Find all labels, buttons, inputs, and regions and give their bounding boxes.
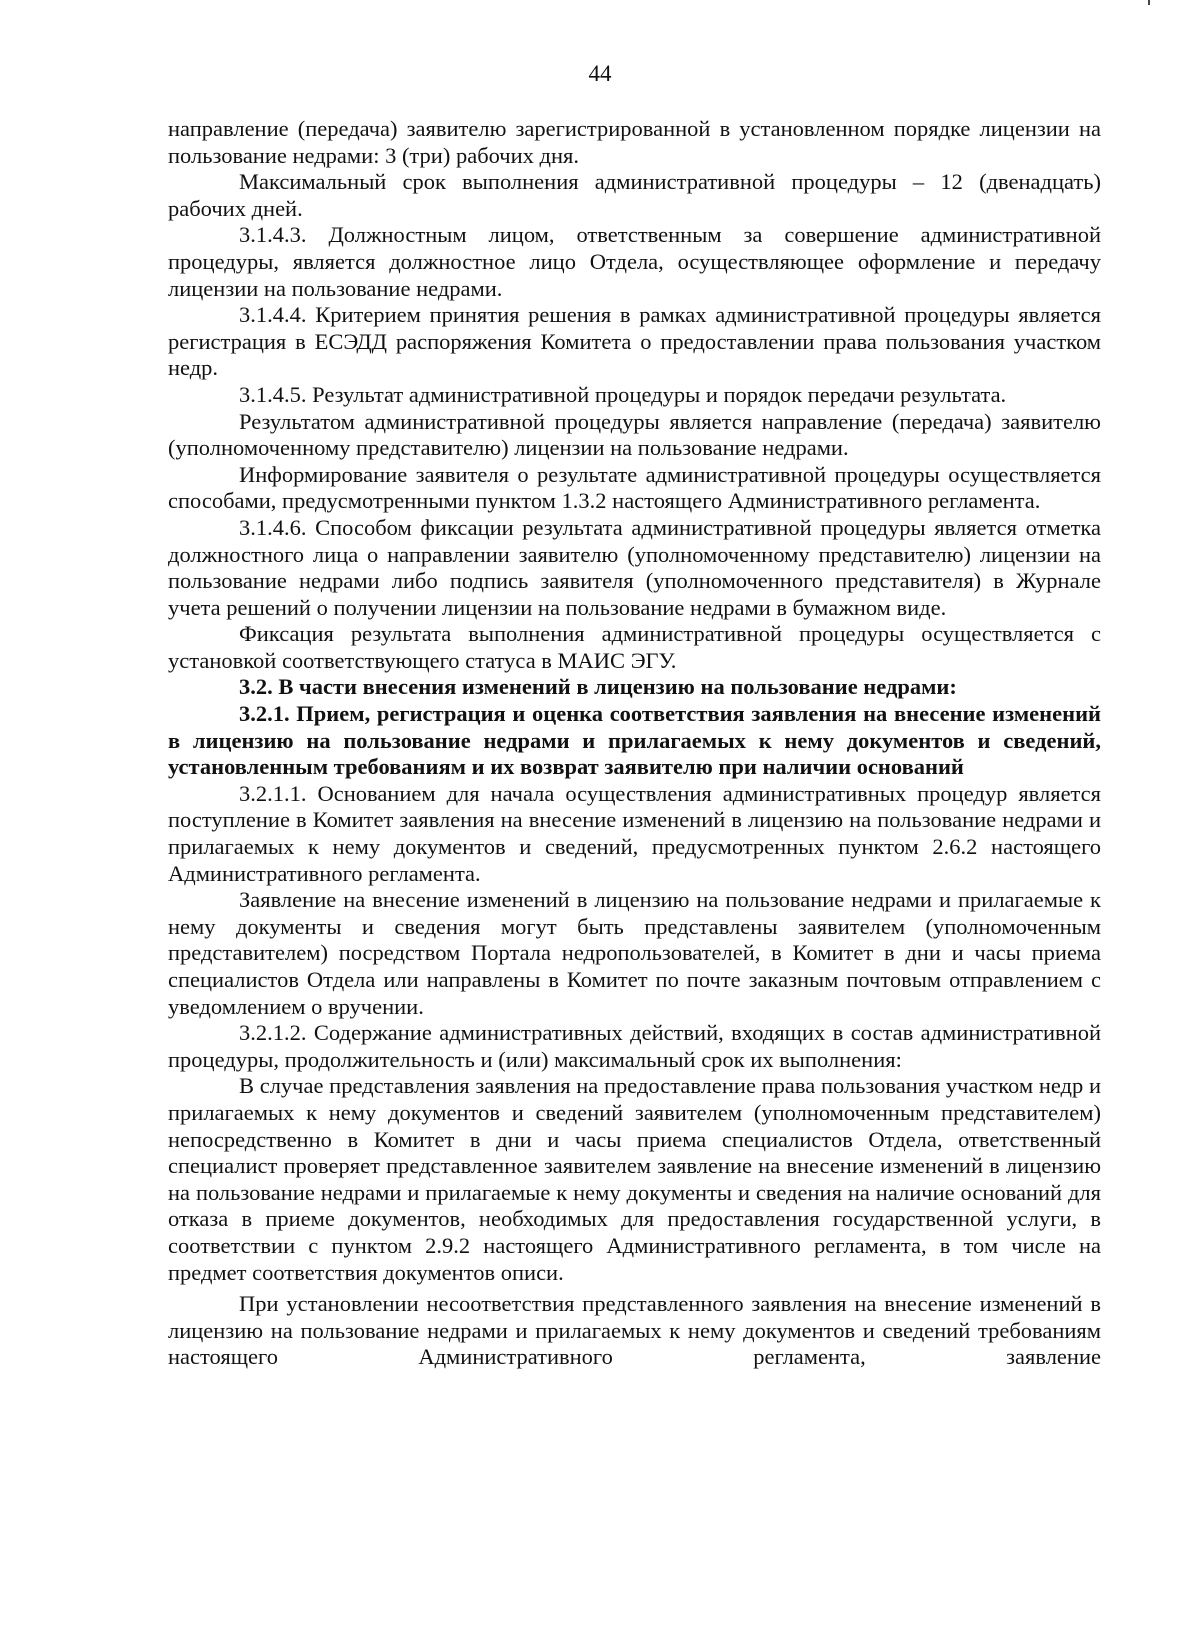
page-number: 44 bbox=[588, 61, 612, 86]
section-heading: 3.2. В части внесения изменений в лицензию на пользование недрами: bbox=[239, 674, 957, 700]
paragraph: 3.1.4.6. Способом фиксации результата административной процедуры является отметка должностного лица о направлении заявителю (уполномоченному представителю) лицензии на пользование недрами либо подпись заявителя (уполномоченного представителя) в Журнале учета решений о получении лицензии на пользование недрами в бумажном виде. bbox=[168, 514, 1101, 620]
paragraph: 3.2.1.1. Основанием для начала осуществления административных процедур является поступление в Комитет заявления на внесение изменений в лицензию на пользование недрами и прилагаемых к нему документов и сведений, предусмотренных пунктом 2.6.2 настоящего Административного регламента. bbox=[168, 780, 1101, 886]
paragraph: 3.1.4.3. Должностным лицом, ответственным за совершение административной процедуры, является должностное лицо Отдела, осуществляющее оформление и передачу лицензии на пользование недрами. bbox=[168, 222, 1101, 301]
paragraph: 3.1.4.5. Результат административной процедуры и порядок передачи результата. bbox=[239, 381, 1007, 407]
paragraph: Результатом административной процедуры является направление (передача) заявителю (уполномоченному представителю) лицензии на пользование недрами. bbox=[168, 408, 1101, 461]
paragraph: Заявление на внесение изменений в лицензию на пользование недрами и прилагаемые к нему документы и сведения могут быть представлены заявителем (уполномоченным представителем) посредством Портала недропользователей, в Комитет в дни и часы приема специалистов Отдела или направлены в Комитет по почте заказным почтовым отправлением с уведомлением о вручении. bbox=[168, 887, 1101, 1019]
paragraph: направление (передача) заявителю зарегистрированной в установленном порядке лицензии на пользование недрами: 3 (три) рабочих дня. bbox=[168, 116, 1101, 168]
paragraph: Фиксация результата выполнения административной процедуры осуществляется с установкой соответствующего статуса в МАИС ЭГУ. bbox=[168, 621, 1101, 673]
paragraph: Максимальный срок выполнения административной процедуры – 12 (двенадцать) рабочих дней. bbox=[168, 169, 1101, 221]
paragraph: 3.1.4.4. Критерием принятия решения в рамках административной процедуры является регистрация в ЕСЭДД распоряжения Комитета о предоставлении права пользования участком недр. bbox=[168, 302, 1101, 381]
paragraph: При установлении несоответствия представленного заявления на внесение изменений в лицензию на пользование недрами и прилагаемых к нему документов и сведений требованиям настоящего Административного регламента, заявление bbox=[168, 1291, 1101, 1370]
document-body bbox=[168, 116, 1101, 1371]
scan-mark bbox=[1148, 0, 1150, 5]
subsection-heading: 3.2.1. Прием, регистрация и оценка соответствия заявления на внесение изменений в лицензию на пользование недрами и прилагаемых к нему документов и сведений, установленным требованиям и их возврат заявителю при наличии оснований bbox=[168, 701, 1101, 780]
paragraph: 3.2.1.2. Содержание административных действий, входящих в состав административной процедуры, продолжительность и (или) максимальный срок их выполнения: bbox=[168, 1020, 1101, 1072]
paragraph: В случае представления заявления на предоставление права пользования участком недр и прилагаемых к нему документов и сведений заявителем (уполномоченным представителем) непосредственно в Комитет в дни и часы приема специалистов Отдела, ответственный специалист проверяет представленное заявителем заявление на внесение изменений в лицензию на пользование недрами и прилагаемые к нему документы и сведения на наличие оснований для отказа в приеме документов, необходимых для предоставления государственной услуги, в соответствии с пунктом 2.9.2 настоящего Административного регламента, в том числе на предмет соответствия документов описи. bbox=[168, 1073, 1101, 1285]
paragraph: Информирование заявителя о результате административной процедуры осуществляется способами, предусмотренными пунктом 1.3.2 настоящего Административного регламента. bbox=[168, 461, 1101, 514]
